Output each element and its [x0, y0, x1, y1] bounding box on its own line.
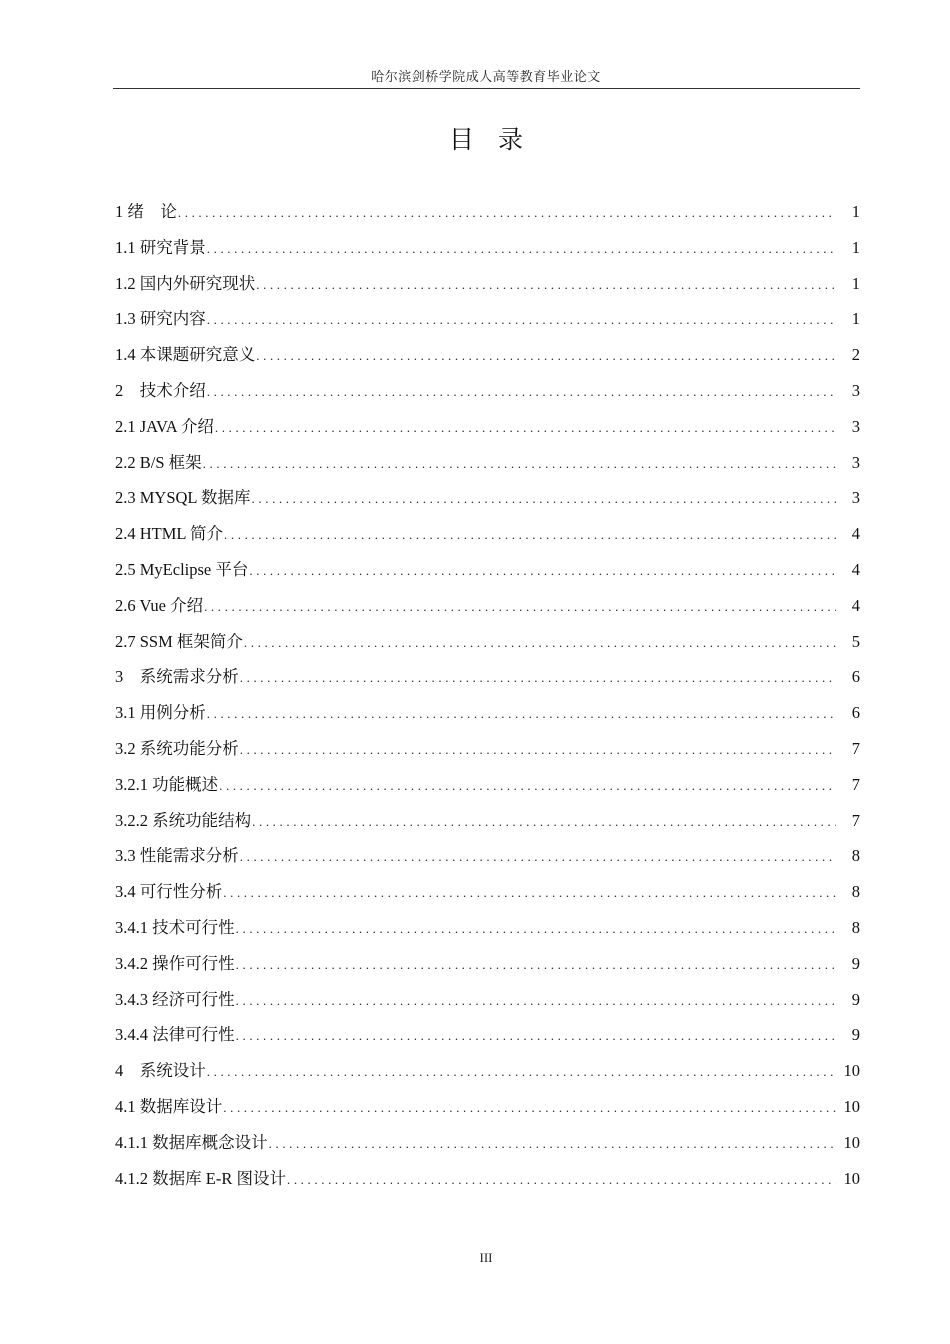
dot-leader: [203, 456, 836, 472]
toc-entry[interactable]: [115, 807, 860, 843]
dot-leader: [207, 384, 836, 400]
toc-entry-page: 8: [851, 846, 860, 866]
toc-entry[interactable]: [115, 449, 860, 485]
toc-entry-page: 7: [851, 810, 860, 830]
dot-leader: [207, 706, 836, 722]
toc-entry-label: 2 技术介绍: [115, 380, 206, 400]
dot-leader: [204, 599, 836, 615]
toc-entry-page: 7: [851, 738, 860, 758]
toc-entry[interactable]: [115, 341, 860, 377]
toc-entry[interactable]: [115, 377, 860, 413]
dot-leader: [207, 1064, 836, 1080]
toc-entry-label: 1 绪 论: [115, 202, 177, 221]
toc-entry-label: 3.2.2 系统功能结构: [115, 810, 252, 830]
dot-leader: [236, 993, 836, 1009]
toc-entry[interactable]: [115, 735, 860, 771]
dot-leader: [223, 1100, 836, 1116]
dot-leader: [236, 957, 836, 973]
toc-entry-label: 3.4.4 法律可行性: [115, 1025, 235, 1045]
dot-leader: [287, 1172, 836, 1188]
dot-leader: [223, 885, 836, 901]
dot-leader: [256, 277, 836, 293]
toc-entry[interactable]: [115, 663, 860, 699]
dot-leader: [240, 849, 836, 865]
toc-entry[interactable]: [115, 198, 860, 234]
toc-entry-page: 6: [851, 667, 860, 687]
toc-entry[interactable]: [115, 1057, 860, 1093]
toc-entry-label: 2.3 MYSQL 数据库: [115, 488, 251, 508]
toc-entry-label: 3.2 系统功能分析: [115, 738, 239, 758]
toc-entry[interactable]: [115, 234, 860, 270]
dot-leader: [224, 527, 836, 543]
toc-entry-label: 3.1 用例分析: [115, 703, 206, 723]
toc-entry-label: 3.3 性能需求分析: [115, 846, 239, 866]
toc-entry[interactable]: [115, 628, 860, 664]
toc-entry-page: 4: [851, 595, 860, 615]
toc-entry-label: 3.4.3 经济可行性: [115, 989, 235, 1009]
toc-entry-label: 3 系统需求分析: [115, 667, 239, 687]
toc-entry-label: 4.1.2 数据库 E-R 图设计: [115, 1168, 286, 1188]
toc-entry-label: 4.1.1 数据库概念设计: [115, 1132, 268, 1152]
dot-leader: [240, 670, 836, 686]
toc-entry[interactable]: [115, 1093, 860, 1129]
toc-entry[interactable]: [115, 1165, 860, 1201]
table-of-contents: [115, 198, 860, 1200]
dot-leader: [215, 420, 836, 436]
dot-leader: [240, 742, 836, 758]
toc-entry[interactable]: [115, 556, 860, 592]
toc-entry[interactable]: [115, 270, 860, 306]
dot-leader: [236, 921, 836, 937]
toc-entry[interactable]: [115, 520, 860, 556]
toc-entry-label: 4 系统设计: [115, 1061, 206, 1081]
toc-entry[interactable]: [115, 1021, 860, 1057]
toc-entry[interactable]: [115, 842, 860, 878]
toc-entry-label: 1.3 研究内容: [115, 309, 206, 329]
toc-entry[interactable]: [115, 413, 860, 449]
running-header: 哈尔滨剑桥学院成人高等教育毕业论文: [371, 70, 601, 85]
dot-leader: [236, 1028, 836, 1044]
toc-entry-label: 1.1 研究背景: [115, 237, 206, 257]
toc-entry-page: 3: [851, 380, 860, 400]
page-title: 目录: [448, 125, 547, 154]
toc-entry[interactable]: [115, 305, 860, 341]
toc-entry-label: 1.4 本课题研究意义: [115, 345, 256, 365]
dot-leader: [207, 312, 836, 328]
toc-entry-page: 10: [843, 1096, 860, 1116]
toc-entry-page: 7: [851, 774, 860, 794]
toc-entry[interactable]: [115, 950, 860, 986]
toc-entry[interactable]: [115, 484, 860, 520]
toc-entry-label: 3.4 可行性分析: [115, 882, 223, 902]
dot-leader: [256, 348, 836, 364]
toc-entry[interactable]: [115, 592, 860, 628]
dot-leader: [178, 205, 836, 221]
toc-entry-page: 9: [851, 989, 860, 1009]
toc-entry-label: 3.4.1 技术可行性: [115, 917, 235, 937]
toc-entry-page: 5: [851, 631, 860, 651]
toc-entry-page: 2: [851, 345, 860, 365]
toc-entry[interactable]: [115, 699, 860, 735]
toc-entry-page: 4: [851, 559, 860, 579]
toc-entry-label: 2.1 JAVA 介绍: [115, 416, 214, 436]
toc-entry-label: 4.1 数据库设计: [115, 1096, 223, 1116]
dot-leader: [252, 814, 836, 830]
dot-leader: [252, 491, 836, 507]
toc-entry-label: 2.7 SSM 框架简介: [115, 631, 243, 651]
toc-entry-page: 3: [851, 452, 860, 472]
toc-entry-page: 3: [851, 488, 860, 508]
toc-entry-page: 10: [843, 1061, 860, 1081]
toc-entry-page: 10: [843, 1168, 860, 1188]
dot-leader: [207, 241, 836, 257]
toc-entry-page: 9: [851, 1025, 860, 1045]
toc-entry-label: 2.5 MyEclipse 平台: [115, 559, 249, 579]
dot-leader: [249, 563, 836, 579]
toc-entry-label: 3.4.2 操作可行性: [115, 953, 235, 973]
toc-entry[interactable]: [115, 914, 860, 950]
toc-entry-page: 8: [851, 917, 860, 937]
toc-entry[interactable]: [115, 771, 860, 807]
toc-entry[interactable]: [115, 986, 860, 1022]
toc-entry-page: 4: [851, 524, 860, 544]
header-divider: [113, 88, 860, 89]
toc-entry-page: 1: [851, 202, 860, 221]
toc-entry-label: 2.2 B/S 框架: [115, 452, 202, 472]
toc-entry-page: 10: [843, 1132, 860, 1152]
dot-leader: [269, 1136, 836, 1152]
dot-leader: [244, 635, 836, 651]
toc-entry-label: 1.2 国内外研究现状: [115, 273, 256, 293]
toc-entry-label: 2.6 Vue 介绍: [115, 595, 204, 615]
toc-entry-page: 1: [851, 273, 860, 293]
toc-entry-page: 1: [851, 237, 860, 257]
toc-entry-page: 6: [851, 703, 860, 723]
page-number: III: [479, 1250, 493, 1265]
toc-entry-label: 2.4 HTML 简介: [115, 524, 224, 544]
toc-entry-page: 1: [851, 309, 860, 329]
toc-entry-page: 8: [851, 882, 860, 902]
toc-entry-page: 3: [851, 416, 860, 436]
toc-entry[interactable]: [115, 1129, 860, 1165]
dot-leader: [219, 778, 836, 794]
toc-entry[interactable]: [115, 878, 860, 914]
toc-entry-label: 3.2.1 功能概述: [115, 774, 219, 794]
toc-entry-page: 9: [851, 953, 860, 973]
